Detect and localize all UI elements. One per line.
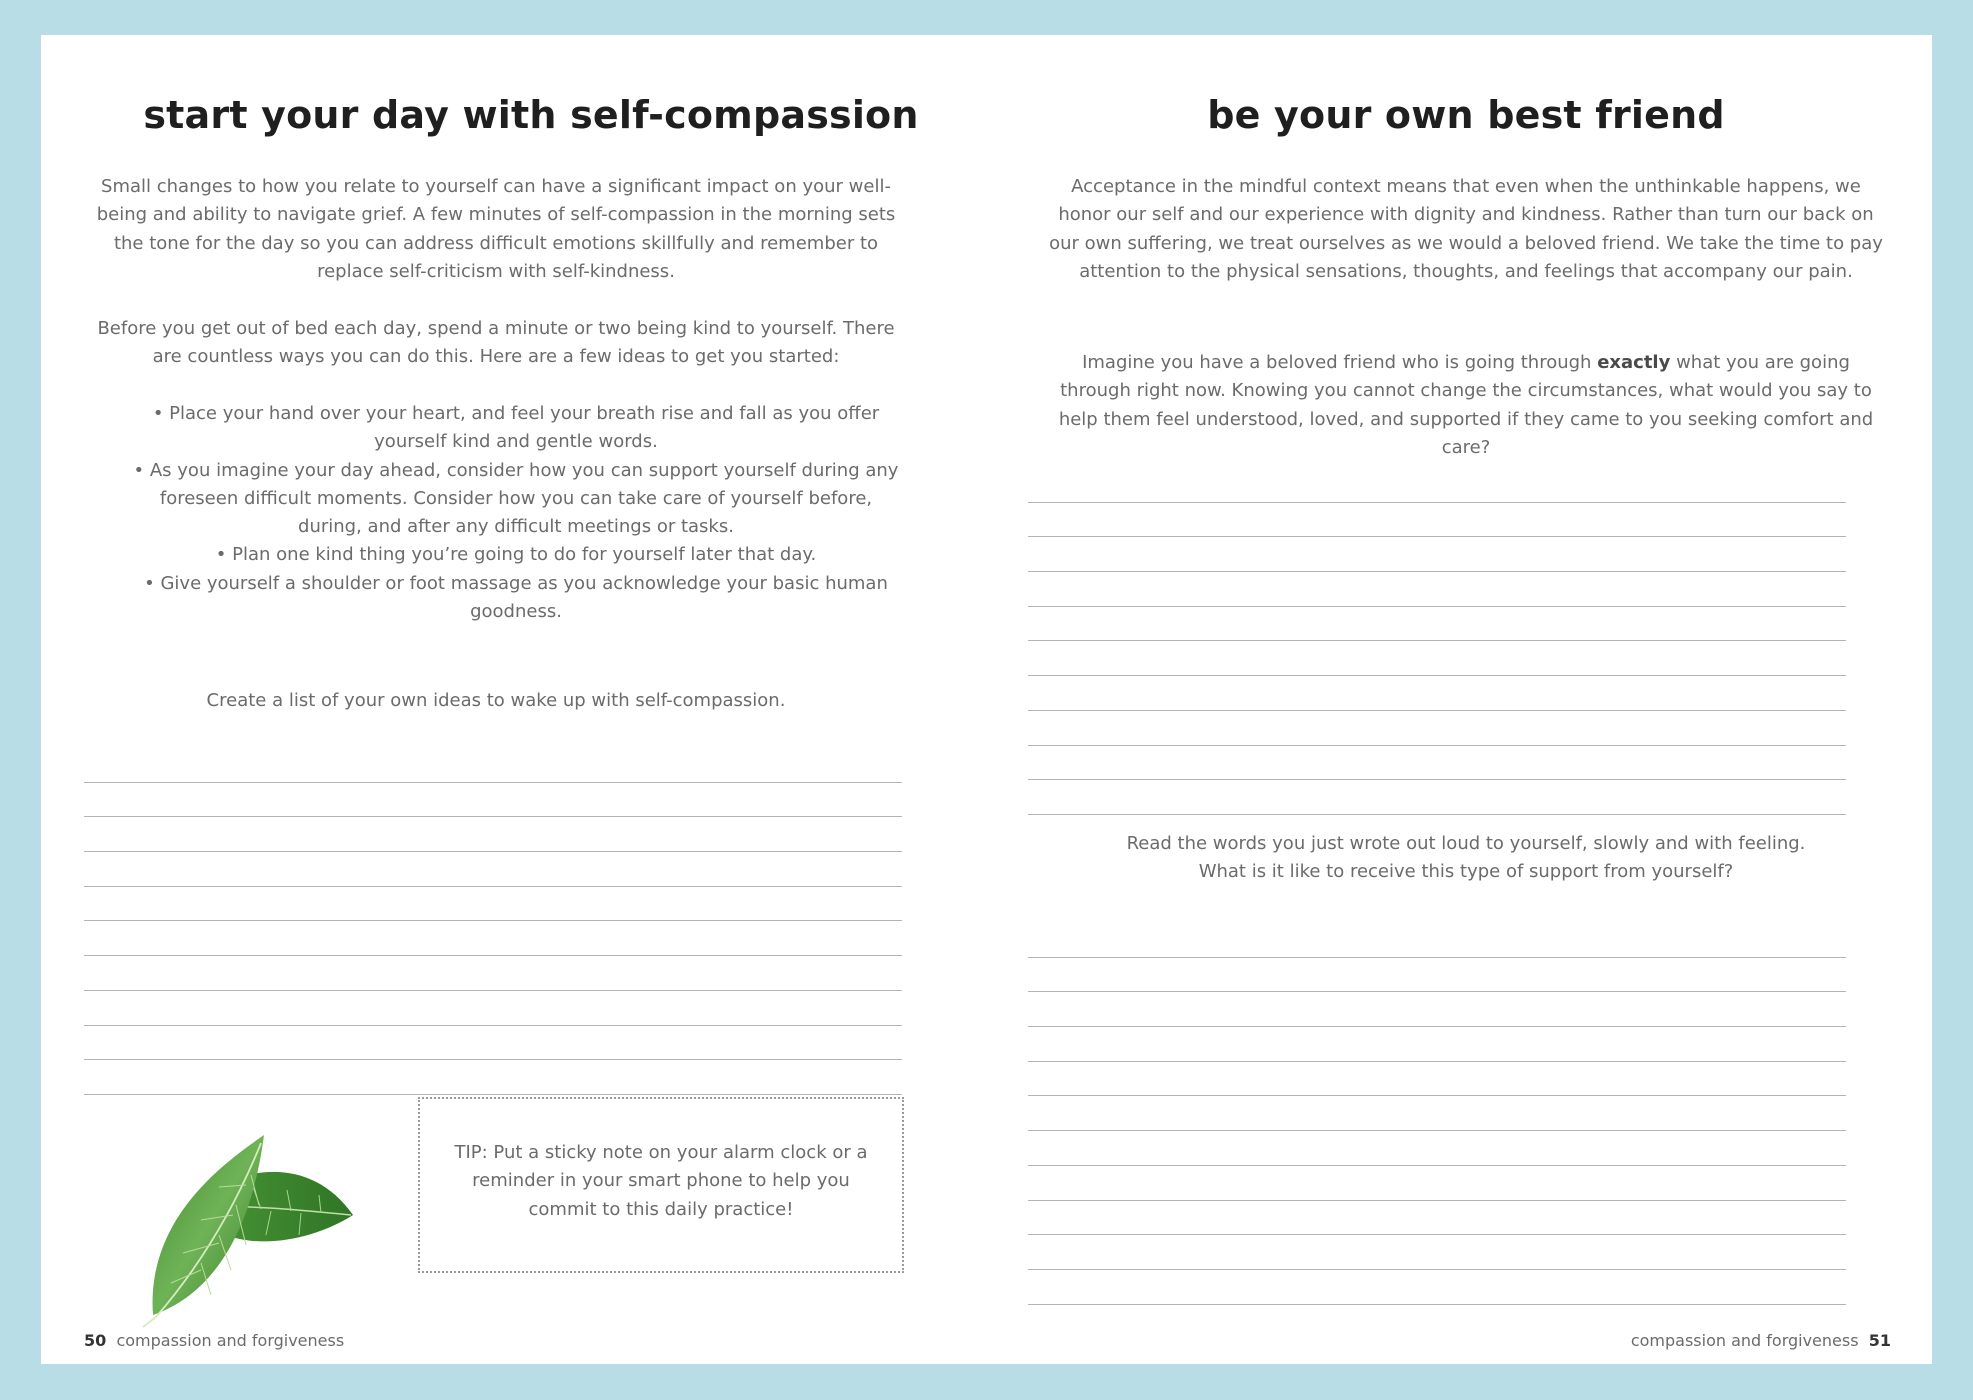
writing-line[interactable] — [84, 1060, 902, 1095]
left-page-footer — [84, 1331, 344, 1350]
right-intro-paragraph: Acceptance in the mindful context means that even when the unthinkable happens, we honor our self and our experience with dignity and kindness. Rather than turn our back on our own suffering, we treat ourselves as we would a beloved friend. We take the time to pay attention to the physical sensations, thoughts, and feelings that accompany our pain. — [1049, 176, 1883, 282]
writing-line[interactable] — [84, 783, 902, 818]
writing-line[interactable] — [1028, 1235, 1846, 1270]
writing-line[interactable] — [1028, 923, 1846, 958]
right-page-title: be your own best friend — [1207, 93, 1725, 137]
ideas-list-item: • Plan one kind thing you’re going to do for yourself later that day. — [215, 544, 817, 566]
writing-line[interactable] — [1028, 1131, 1846, 1166]
right-writing-prompt-2: Read the words you just wrote out loud to yourself, slowly and with feeling. What is it like to receive this type of support from yourself? — [1126, 833, 1806, 883]
writing-line[interactable] — [1028, 503, 1846, 538]
writing-line[interactable] — [1028, 746, 1846, 781]
right-writing-lines-2[interactable] — [1028, 923, 1846, 1305]
writing-line[interactable] — [84, 817, 902, 852]
writing-line[interactable] — [1028, 992, 1846, 1027]
right-page-footer — [1631, 1331, 1891, 1350]
writing-line[interactable] — [1028, 1027, 1846, 1062]
writing-line[interactable] — [1028, 780, 1846, 815]
writing-line[interactable] — [1028, 711, 1846, 746]
left-writing-lines[interactable] — [84, 748, 902, 1095]
writing-line[interactable] — [1028, 1201, 1846, 1236]
ideas-list-item: • Give yourself a shoulder or foot massage as you acknowledge your basic human goodness. — [144, 572, 888, 623]
ideas-list-item: • Place your hand over your heart, and feel your breath rise and fall as you offer yourself kind and gentle words. — [152, 403, 880, 453]
book-spread — [41, 35, 1932, 1364]
writing-line[interactable] — [1028, 641, 1846, 676]
writing-line[interactable] — [84, 852, 902, 887]
writing-line[interactable] — [1028, 958, 1846, 993]
section-name: compassion and forgiveness — [116, 1331, 345, 1350]
green-leaves-icon — [101, 1095, 401, 1330]
tip-text: TIP: Put a sticky note on your alarm clock or a reminder in your smart phone to help you commit to this daily practice! — [454, 1142, 868, 1220]
left-page-title: start your day with self-compassion — [143, 93, 919, 137]
writing-line[interactable] — [1028, 572, 1846, 607]
page-number: 50 — [84, 1331, 107, 1350]
left-writing-prompt: Create a list of your own ideas to wake up with self-compassion. — [206, 690, 786, 711]
ideas-list-item: • As you imagine your day ahead, consider how you can support yourself during any foreseen difficult moments. Consider how you can take care of yourself before, during, and after any difficult meetings or tasks. — [133, 459, 899, 538]
right-writing-lines-1[interactable] — [1028, 468, 1846, 815]
left-page — [41, 35, 986, 1364]
writing-line[interactable] — [1028, 537, 1846, 572]
writing-line[interactable] — [84, 887, 902, 922]
writing-line[interactable] — [1028, 468, 1846, 503]
writing-line[interactable] — [1028, 1166, 1846, 1201]
left-intro-paragraph: Small changes to how you relate to yourself can have a significant impact on your well-being and ability to navigate grief. A few minutes of self-compassion in the morning sets the tone for the day so you can address difficult emotions skillfully and remember to replace self-criticism with self-kindness. — [96, 176, 896, 282]
writing-line[interactable] — [84, 956, 902, 991]
writing-line[interactable] — [1028, 676, 1846, 711]
writing-line[interactable] — [1028, 1270, 1846, 1305]
writing-line[interactable] — [84, 991, 902, 1026]
writing-line[interactable] — [1028, 1062, 1846, 1097]
writing-line[interactable] — [1028, 1096, 1846, 1131]
page-number: 51 — [1868, 1331, 1891, 1350]
writing-line[interactable] — [84, 921, 902, 956]
section-name: compassion and forgiveness — [1630, 1331, 1859, 1350]
right-page — [986, 35, 1932, 1364]
writing-line[interactable] — [84, 748, 902, 783]
writing-line[interactable] — [84, 1026, 902, 1061]
ideas-list — [131, 400, 901, 626]
tip-box — [418, 1097, 904, 1273]
writing-line[interactable] — [1028, 607, 1846, 642]
left-before-paragraph: Before you get out of bed each day, spend a minute or two being kind to yourself. There are countless ways you can do this. Here are a few ideas to get you started: — [97, 318, 895, 368]
emphasis-text: exactly — [1597, 352, 1671, 373]
right-writing-prompt-1: Imagine you have a beloved friend who is going through exactly what you are going through right now. Knowing you cannot change the circumstances, what would you say to help them feel understood, loved, and supported if they came to you seeking comfort and care? — [1058, 352, 1874, 458]
